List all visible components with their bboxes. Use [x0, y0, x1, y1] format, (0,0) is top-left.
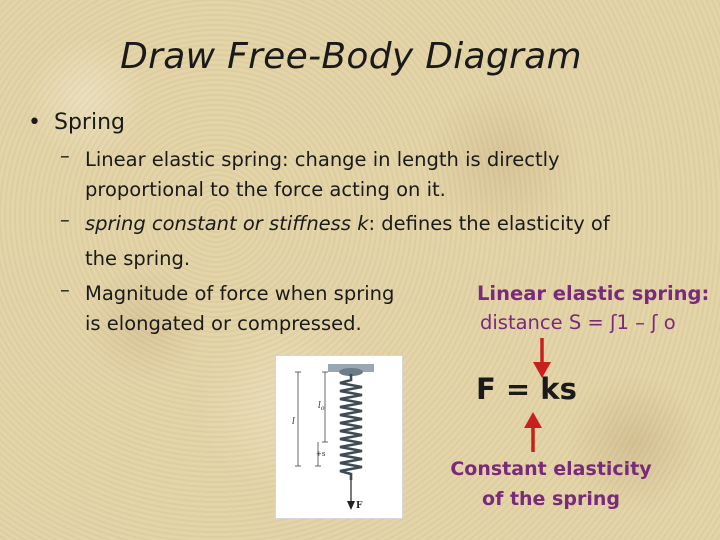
- spring-coil: [340, 374, 362, 480]
- lo-label: $l_o$: [318, 401, 325, 412]
- subitem-3-line1: Magnitude of force when spring: [85, 282, 395, 305]
- linear-spring-title: Linear elastic spring:: [477, 282, 710, 305]
- subitem-1-line1: Linear elastic spring: change in length is directly: [85, 148, 560, 171]
- dash-marker: –: [60, 208, 70, 231]
- dash-marker: –: [60, 278, 70, 301]
- dash-marker: –: [60, 144, 70, 167]
- subitem-1-line2: proportional to the force acting on it.: [85, 178, 446, 201]
- subitem-2-rest: : defines the elasticity of: [368, 212, 610, 235]
- spring-constant-term: spring constant or stiffness k: [85, 212, 369, 235]
- f-label: F: [356, 501, 363, 511]
- up-arrow-icon: [521, 410, 545, 454]
- subitem-2-line2: the spring.: [85, 247, 191, 270]
- bullet-dot: •: [28, 110, 41, 135]
- spring-illustration: [276, 356, 402, 518]
- spring-figure: [275, 355, 403, 519]
- spring-equation: F = ks: [476, 372, 577, 406]
- force-arrowhead: [347, 501, 355, 510]
- slide-title: Draw Free-Body Diagram: [120, 36, 582, 77]
- l-label: l: [292, 417, 295, 427]
- bullet-label: Spring: [54, 110, 125, 135]
- s-label: +s: [316, 450, 326, 458]
- subitem-2-line1: [85, 208, 610, 239]
- bullet-spring: [28, 110, 125, 135]
- constant-label-line2: of the spring: [482, 488, 620, 510]
- constant-label-line1: Constant elasticity: [450, 458, 652, 480]
- linear-spring-distance: distance S = ʃ1 – ʃ o: [480, 311, 676, 334]
- subitem-3-line2: is elongated or compressed.: [85, 312, 362, 335]
